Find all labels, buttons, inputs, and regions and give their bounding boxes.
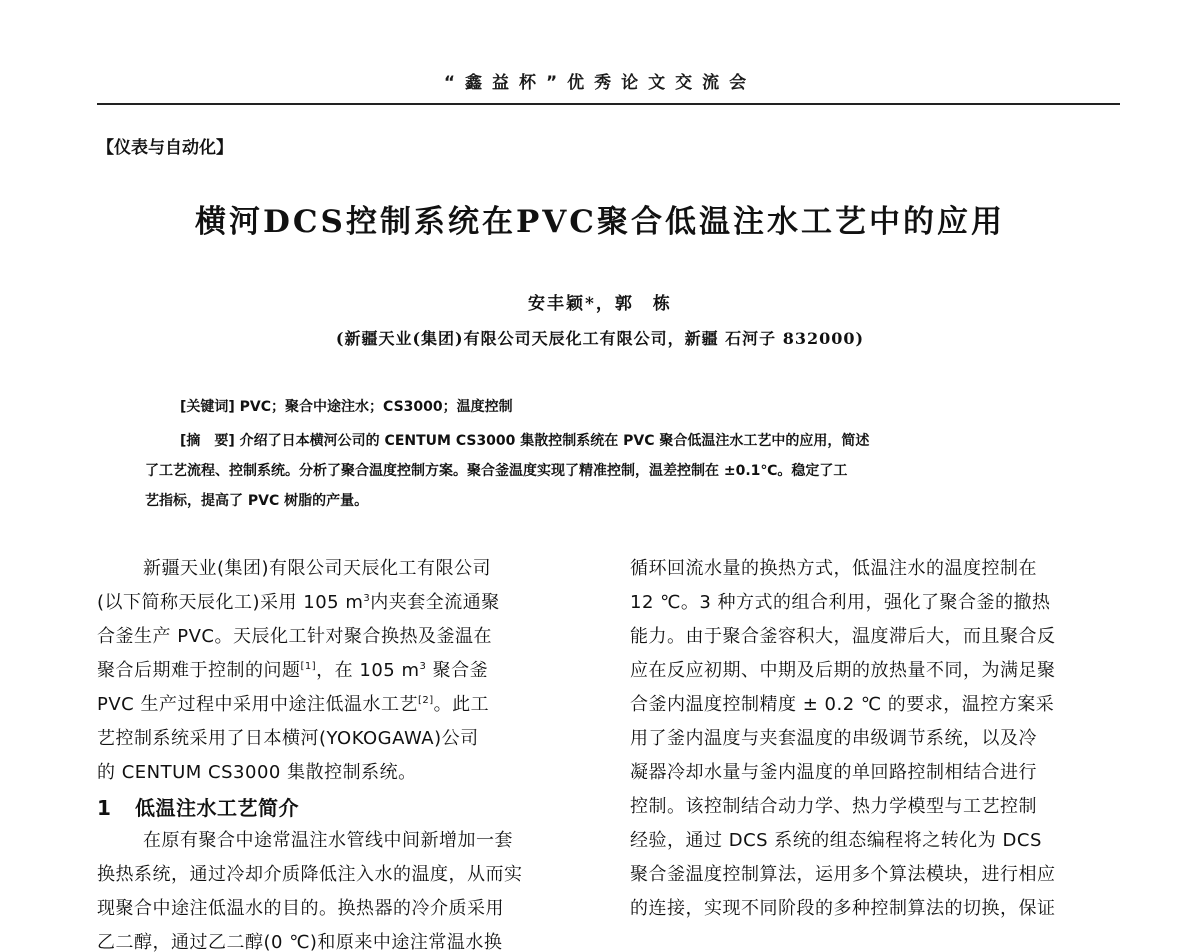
body-line: 聚合釜温度控制算法，运用多个算法模块，进行相应	[630, 864, 1056, 885]
body-line: 的连接，实现不同阶段的多种控制算法的切换，保证	[630, 898, 1056, 919]
right-column	[630, 552, 1120, 926]
abstract-line: 了工艺流程、控制系统。分析了聚合温度控制方案。聚合釜温度实现了精准控制，温差控制在 ±0.1℃。稳定了工	[145, 463, 848, 479]
body-line: 的 CENTUM CS3000 集散控制系统。	[97, 762, 417, 783]
body-line: 应在反应初期、中期及后期的放热量不同，为满足聚	[630, 660, 1056, 681]
body-line: 控制。该控制结合动力学、热力学模型与工艺控制	[630, 796, 1037, 817]
citation: [2]	[417, 695, 434, 706]
header-rule	[97, 103, 1120, 105]
citation: [1]	[300, 661, 317, 672]
body-line: 用了釜内温度与夹套温度的串级调节系统，以及冷	[630, 728, 1037, 749]
section-label: 【仪表与自动化】	[97, 138, 233, 158]
body-line: 聚合后期难于控制的问题[1]，在 105 $m^3$ 聚合釜	[97, 660, 489, 681]
body-line: PVC 生产过程中采用中途注低温水工艺[2]。此工	[97, 694, 490, 715]
running-head: “鑫益杯”优秀论文交流会	[443, 73, 757, 93]
body-line: 乙二醇，通过乙二醇(0 ℃)和原来中途注常温水换	[97, 932, 503, 952]
superscript: 3	[419, 661, 427, 672]
abstract-line: [摘 要] 介绍了日本横河公司的 CENTUM CS3000 集散控制系统在 PVC 聚合低温注水工艺中的应用，简述	[180, 433, 870, 449]
body-line: 循环回流水量的换热方式，低温注水的温度控制在	[630, 558, 1037, 579]
body-line: 能力。由于聚合釜容积大，温度滞后大，而且聚合反	[630, 626, 1056, 647]
superscript: 3	[363, 593, 371, 604]
body-line: 合釜内温度控制精度 ± 0.2 ℃ 的要求，温控方案采	[630, 694, 1055, 715]
section-heading-text: 低温注水工艺简介	[135, 796, 299, 820]
authors: 安丰颖*，郭 栋	[528, 294, 672, 314]
body-line: 现聚合中途注低温水的目的。换热器的冷介质采用	[97, 898, 504, 919]
affiliation: (新疆天业(集团)有限公司天辰化工有限公司，新疆 石河子 832000)	[335, 329, 865, 348]
body-line: 12 ℃。3 种方式的组合利用，强化了聚合釜的撤热	[630, 592, 1051, 613]
body-line: 换热系统，通过冷却介质降低注入水的温度，从而实	[97, 864, 523, 885]
body-line: 新疆天业(集团)有限公司天辰化工有限公司	[143, 558, 492, 579]
body-line: 艺控制系统采用了日本横河(YOKOGAWA)公司	[97, 728, 479, 749]
keywords: [关键词] PVC；聚合中途注水；CS3000；温度控制	[180, 399, 513, 415]
left-column	[97, 552, 585, 952]
body-line: 合釜生产 PVC。天辰化工针对聚合换热及釜温在	[97, 626, 492, 647]
body-line: 经验，通过 DCS 系统的组态编程将之转化为 DCS	[630, 830, 1042, 851]
paper-title: 横河DCS控制系统在PVC聚合低温注水工艺中的应用	[195, 204, 1005, 240]
section-heading	[97, 790, 585, 824]
body-line: (以下简称天辰化工)采用 105 $m^3$内夹套全流通聚	[97, 592, 500, 613]
abstract-line: 艺指标，提高了 PVC 树脂的产量。	[145, 493, 369, 509]
section-number: 1	[97, 796, 112, 820]
body-line: 在原有聚合中途常温注水管线中间新增加一套	[143, 830, 513, 851]
body-line: 凝器冷却水量与釜内温度的单回路控制相结合进行	[630, 762, 1037, 783]
abstract	[145, 426, 1080, 516]
